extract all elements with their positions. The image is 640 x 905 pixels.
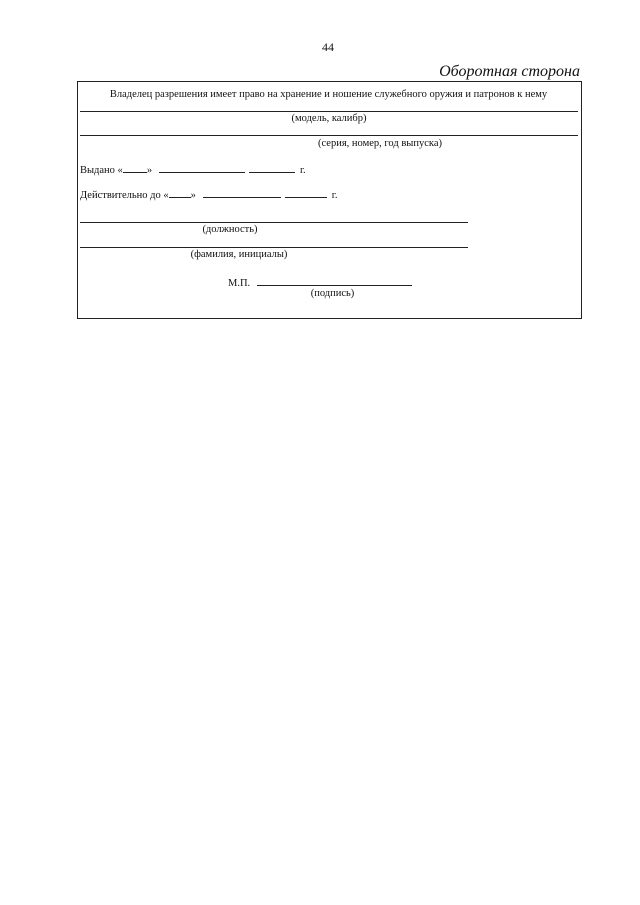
valid-year-field[interactable] [285, 187, 327, 198]
name-line [80, 247, 468, 248]
name-caption: (фамилия, инициалы) [190, 249, 288, 260]
issued-day-field[interactable] [123, 162, 147, 173]
series-number-line [80, 135, 578, 136]
position-line [80, 222, 468, 223]
valid-quote-close: » [190, 190, 196, 201]
issued-year-suffix: г. [299, 165, 306, 176]
reverse-side-label: Оборотная сторона [439, 63, 580, 80]
valid-month-field[interactable] [203, 187, 281, 198]
issued-year-field[interactable] [249, 162, 295, 173]
valid-year-suffix: г. [331, 190, 338, 201]
issued-row [80, 162, 306, 176]
page-number: 44 [322, 40, 334, 54]
issued-quote-close: » [146, 165, 153, 176]
valid-until-label: Действительно до « [80, 190, 169, 201]
signature-caption: (подпись) [310, 288, 355, 299]
model-caliber-line [80, 111, 578, 112]
seal-label: М.П. [228, 278, 251, 289]
series-number-caption: (серия, номер, год выпуска) [318, 138, 442, 149]
signature-field[interactable] [257, 275, 412, 286]
issued-month-field[interactable] [159, 162, 245, 173]
seal-row [228, 275, 412, 289]
valid-until-row [80, 187, 338, 201]
valid-day-field[interactable] [169, 187, 191, 198]
intro-text: Владелец разрешения имеет право на хранение и ношение служебного оружия и патронов к нему [109, 89, 548, 100]
position-caption: (должность) [202, 224, 258, 235]
issued-label: Выдано « [80, 165, 123, 176]
model-caliber-caption: (модель, калибр) [291, 113, 367, 124]
